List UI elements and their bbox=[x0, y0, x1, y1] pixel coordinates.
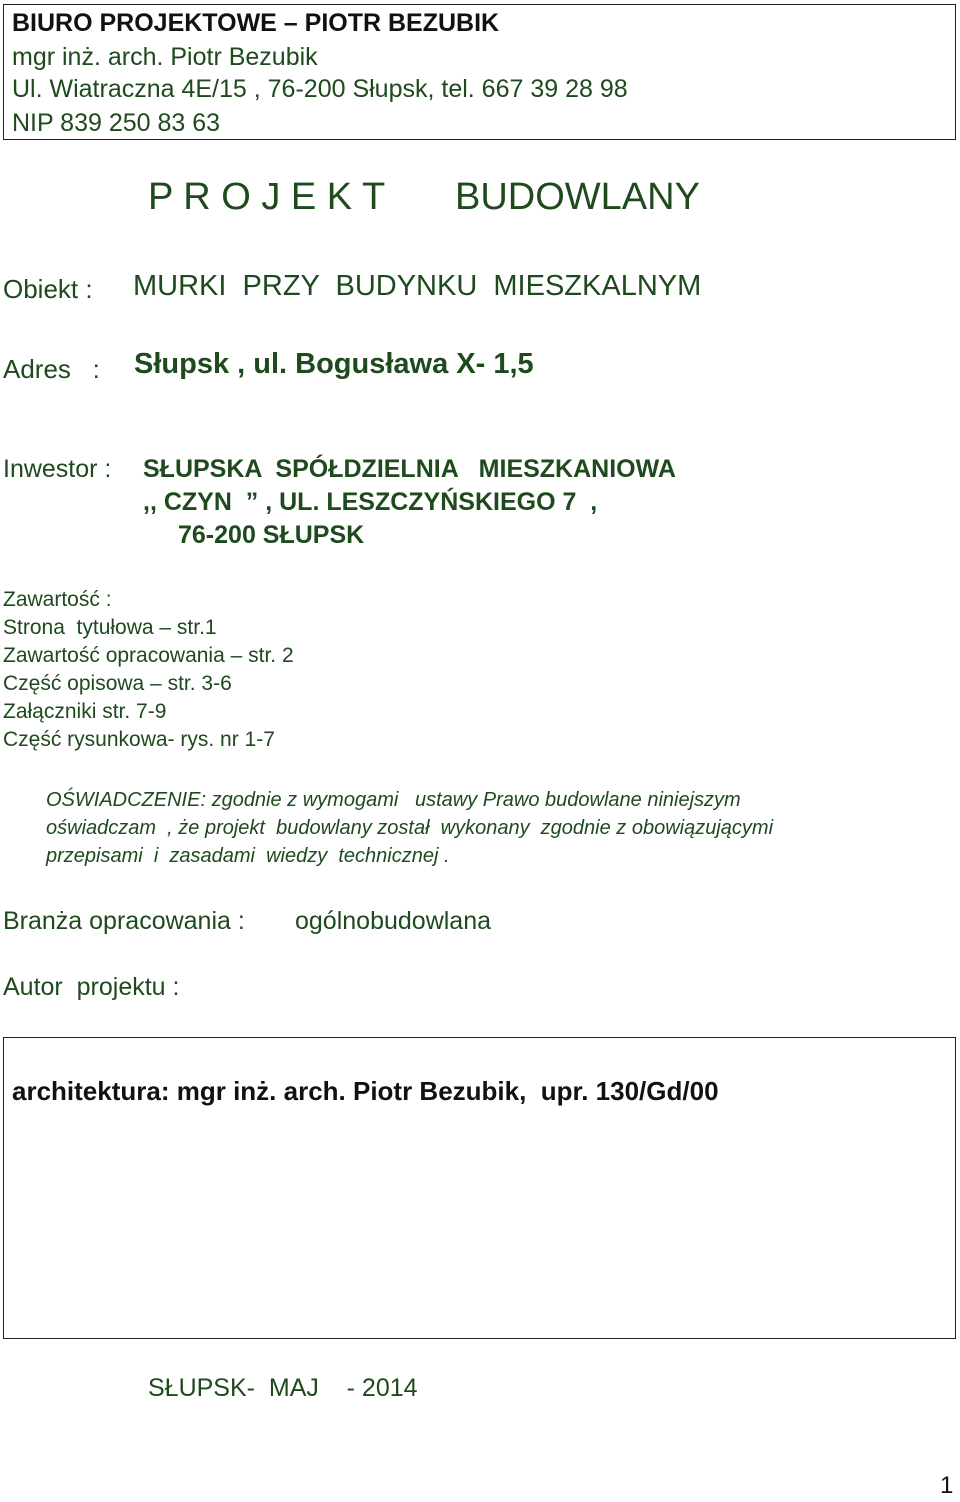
investor-line3: 76-200 SŁUPSK bbox=[178, 521, 365, 549]
office-nip: NIP 839 250 83 63 bbox=[12, 109, 221, 137]
contents-item: Część rysunkowa- rys. nr 1-7 bbox=[3, 728, 275, 751]
address-value: Słupsk , ul. Bogusława X- 1,5 bbox=[134, 348, 534, 380]
architect-line: architektura: mgr inż. arch. Piotr Bezubik, upr. 130/Gd/00 bbox=[12, 1076, 719, 1106]
contents-heading: Zawartość : bbox=[3, 588, 112, 611]
investor-label: Inwestor : bbox=[3, 455, 112, 483]
investor-line2: ,, CZYN ” , UL. LESZCZYŃSKIEGO 7 , bbox=[143, 488, 598, 516]
declaration-line1: OŚWIADCZENIE: zgodnie z wymogami ustawy Prawo budowlane niniejszym bbox=[46, 789, 741, 811]
investor-line1: SŁUPSKA SPÓŁDZIELNIA MIESZKANIOWA bbox=[143, 455, 676, 483]
contents-item: Strona tytułowa – str.1 bbox=[3, 616, 217, 639]
branch-label: Branża opracowania : bbox=[3, 907, 245, 935]
office-address: Ul. Wiatraczna 4E/15 , 76-200 Słupsk, tel. 667 39 28 98 bbox=[12, 75, 628, 103]
title-projekt: P R O J E K T bbox=[148, 176, 386, 218]
declaration-line3: przepisami i zasadami wiedzy technicznej . bbox=[46, 845, 450, 867]
object-value: MURKI PRZY BUDYNKU MIESZKALNYM bbox=[133, 270, 702, 302]
contents-item: Zawartość opracowania – str. 2 bbox=[3, 644, 294, 667]
contents-item: Załączniki str. 7-9 bbox=[3, 700, 167, 723]
branch-value: ogólnobudowlana bbox=[295, 907, 492, 935]
office-person: mgr inż. arch. Piotr Bezubik bbox=[12, 43, 318, 71]
declaration-line2: oświadczam , że projekt budowlany został wykonany zgodnie z obowiązującymi bbox=[46, 817, 774, 839]
page-number: 1 bbox=[940, 1472, 954, 1499]
office-name: BIURO PROJEKTOWE – PIOTR BEZUBIK bbox=[12, 9, 500, 37]
object-label: Obiekt : bbox=[3, 274, 93, 304]
architect-signature-box bbox=[3, 1037, 956, 1339]
office-header-box bbox=[3, 4, 956, 140]
title-budowlany: BUDOWLANY bbox=[455, 176, 700, 218]
address-label: Adres : bbox=[3, 354, 100, 384]
contents-item: Część opisowa – str. 3-6 bbox=[3, 672, 232, 695]
place-date: SŁUPSK- MAJ - 2014 bbox=[148, 1374, 418, 1402]
author-label: Autor projektu : bbox=[3, 973, 180, 1001]
